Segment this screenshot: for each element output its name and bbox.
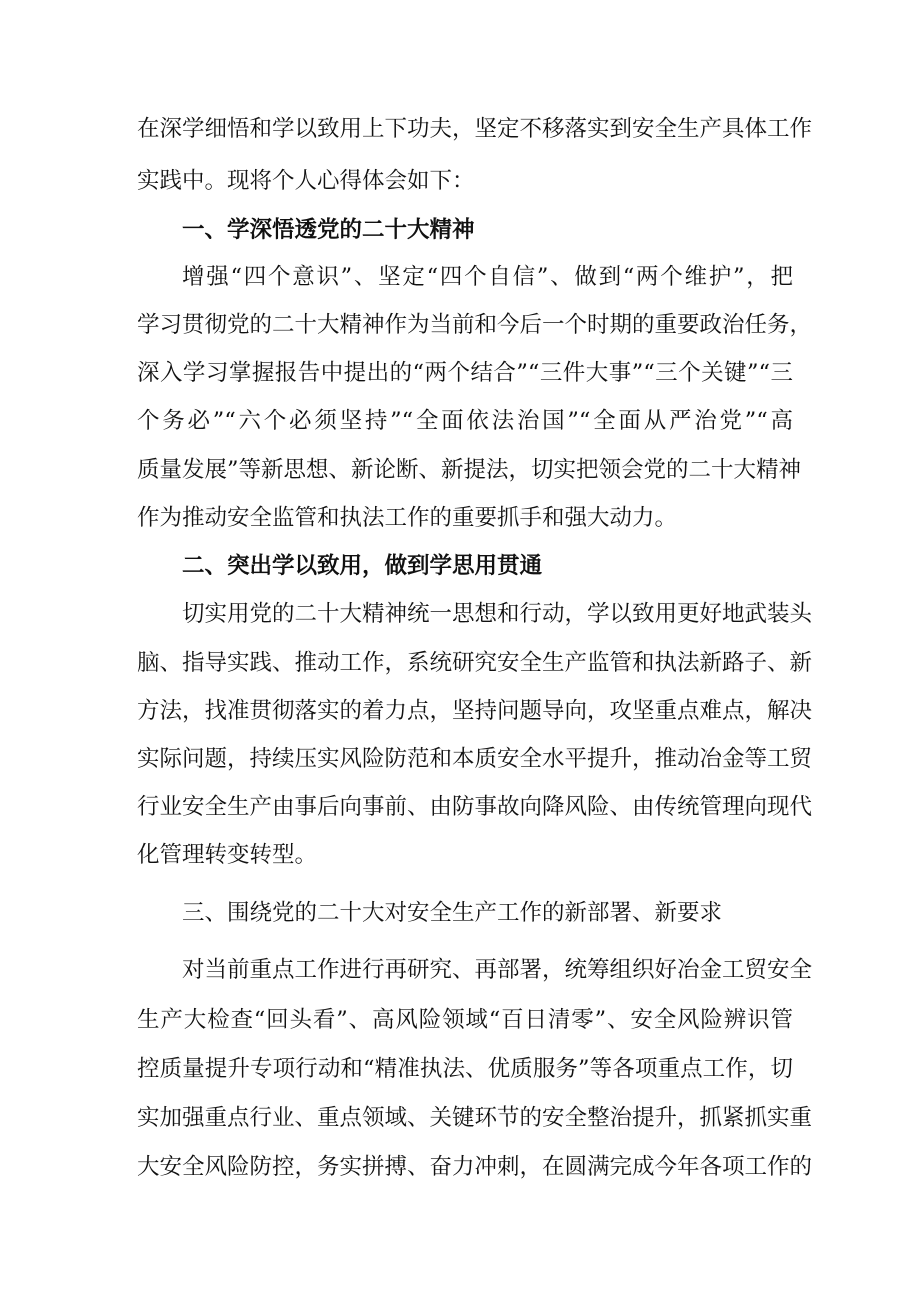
section-2-line-4: 实际问题，持续压实风险防范和本质安全水平提升，推动冶金等工贸: [137, 746, 813, 772]
section-1-line-5: 质量发展”等新思想、新论断、新提法，切实把领会党的二十大精神: [137, 457, 802, 483]
section-2-line-3: 方法，找准贯彻落实的着力点，坚持问题导向，攻坚重点难点，解决: [137, 698, 813, 724]
section-2-line-6: 化管理转变转型。: [137, 842, 318, 868]
section-3-line-2: 生产大检查“回头看”、高风险领域“百日清零”、安全风险辨识管: [137, 1007, 793, 1033]
intro-line-2: 实践中。现将个人心得体会如下：: [137, 168, 475, 194]
section-3-line-1: 对当前重点工作进行再研究、再部署，统筹组织好冶金工贸安全: [182, 957, 813, 983]
section-3-heading: 三、围绕党的二十大对安全生产工作的新部署、新要求: [182, 900, 723, 926]
section-1-line-1: 增强“四个意识”、坚定“四个自信”、做到“两个维护”，把: [182, 264, 793, 290]
section-1-line-3: 深入学习掌握报告中提出的“两个结合”“三件大事”“三个关键”“三: [137, 360, 793, 386]
section-3-line-4: 实加强重点行业、重点领域、关键环节的安全整治提升，抓紧抓实重: [137, 1105, 813, 1131]
section-1-heading: 一、学深悟透党的二十大精神: [182, 217, 475, 243]
section-3-line-5: 大安全风险防控，务实拼搏、奋力冲刺，在圆满完成今年各项工作的: [137, 1154, 813, 1180]
section-2-line-2: 脑、指导实践、推动工作，系统研究安全生产监管和执法新路子、新: [137, 650, 813, 676]
section-2-line-1: 切实用党的二十大精神统一思想和行动，学以致用更好地武装头: [182, 601, 813, 627]
section-1-line-2: 学习贯彻党的二十大精神作为当前和今后一个时期的重要政治任务，: [137, 312, 813, 338]
section-1-line-4: 个务必”“六个必须坚持”“全面依法治国”“全面从严治党”“高: [137, 408, 793, 434]
section-2-heading: 二、突出学以致用，做到学思用贯通: [182, 553, 543, 579]
section-3-line-3: 控质量提升专项行动和“精准执法、优质服务”等各项重点工作，切: [137, 1056, 793, 1082]
section-1-line-6: 作为推动安全监管和执法工作的重要抓手和强大动力。: [137, 505, 678, 531]
section-2-line-5: 行业安全生产由事后向事前、由防事故向降风险、由传统管理向现代: [137, 794, 813, 820]
intro-line-1: 在深学细悟和学以致用上下功夫，坚定不移落实到安全生产具体工作: [137, 116, 813, 142]
